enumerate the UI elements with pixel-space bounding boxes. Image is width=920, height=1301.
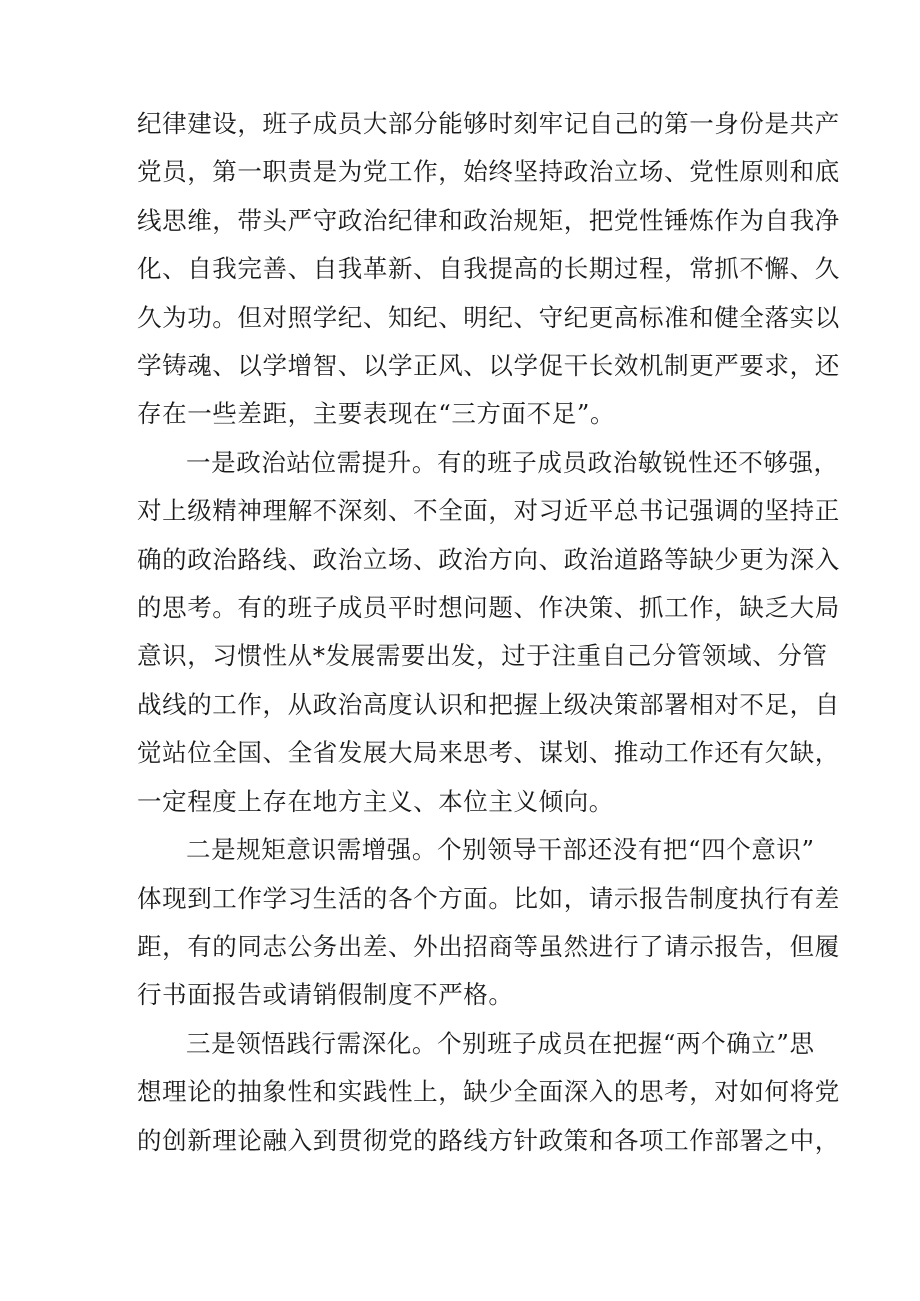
text-line: 化、自我完善、自我革新、自我提高的长期过程，常抓不懈、久 [137,254,840,284]
text-line: 的思考。有的班子成员平时想问题、作决策、抓工作，缺乏大局 [137,593,840,623]
text-line: 一是政治站位需提升。有的班子成员政治敏锐性还不够强， [186,447,839,477]
text-line: 距，有的同志公务出差、外出招商等虽然进行了请示报告，但履 [137,931,840,961]
text-line: 久为功。但对照学纪、知纪、明纪、守纪更高标准和健全落实以 [137,302,840,332]
text-line: 学铸魂、以学增智、以学正风、以学促干长效机制更严要求，还 [137,351,840,381]
text-line: 对上级精神理解不深刻、不全面，对习近平总书记强调的坚持正 [137,496,840,526]
text-line: 三是领悟践行需深化。个别班子成员在把握“两个确立”思 [186,1028,815,1058]
text-line: 存在一些差距，主要表现在“三方面不足”。 [137,399,616,429]
text-line: 纪律建设，班子成员大部分能够时刻牢记自己的第一身份是共产 [137,109,840,138]
text-line: 党员，第一职责是为党工作，始终坚持政治立场、党性原则和底 [137,157,840,187]
paragraph-rules-awareness [137,826,840,1020]
text-line: 意识，习惯性从*发展需要出发，过于注重自己分管领域、分管 [137,641,828,671]
text-line: 二是规矩意识需增强。个别领导干部还没有把“四个意识” [186,835,815,865]
text-line: 一定程度上存在地方主义、本位主义倾向。 [137,786,614,816]
paragraph-practice [137,1020,840,1165]
text-line: 行书面报告或请销假制度不严格。 [137,980,514,1010]
paragraph-political-stance [137,439,840,826]
text-line: 觉站位全国、全省发展大局来思考、谋划、推动工作还有欠缺， [137,738,840,768]
text-line: 体现到工作学习生活的各个方面。比如，请示报告制度执行有差 [137,883,840,913]
document-body [137,100,840,1165]
paragraph-intro [137,100,840,439]
text-line: 想理论的抽象性和实践性上，缺少全面深入的思考，对如何将党 [137,1077,840,1107]
text-line: 战线的工作，从政治高度认识和把握上级决策部署相对不足，自 [137,689,840,719]
text-line: 确的政治路线、政治立场、政治方向、政治道路等缺少更为深入 [137,544,840,574]
text-line: 线思维，带头严守政治纪律和政治规矩，把党性锤炼作为自我净 [137,205,840,235]
text-line: 的创新理论融入到贯彻党的路线方针政策和各项工作部署之中， [137,1125,840,1155]
